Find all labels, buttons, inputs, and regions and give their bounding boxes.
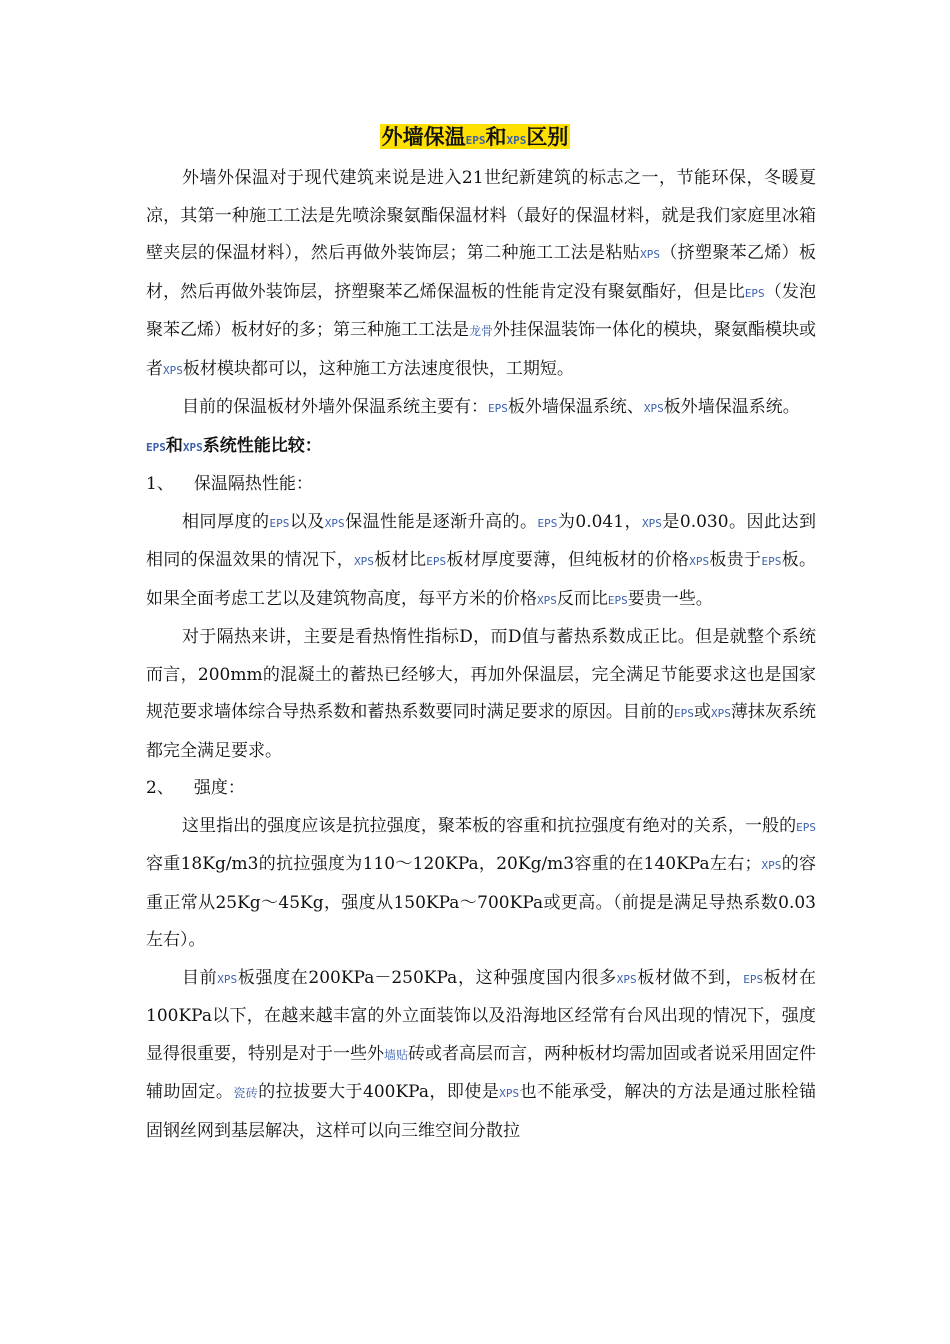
xps-link[interactable]: XPS — [643, 402, 664, 415]
section-heading-comparison: EPS和XPS系统性能比较： — [146, 435, 322, 456]
xps-link[interactable]: XPS — [537, 593, 557, 607]
section-heading-strength: 2、 强度： — [146, 778, 245, 798]
eps-link[interactable]: EPS — [743, 972, 764, 986]
paragraph-heat: 对于隔热来讲，主要是看热惰性指标D，而D值与蓄热系数成正比。但是就整个系统而言，200mm的混凝土的蓄热已经够大，再加外保温层，完全满足节能要求这也是国家规范要求墙体综合导热系数和蓄热系数要同时满足要求的原因。目前的EPS或XPS薄抹灰系统都完全满足要求。 — [146, 627, 817, 761]
xps-link[interactable]: XPS — [616, 972, 637, 986]
page-title — [0, 120, 950, 158]
section-heading-insulation: 1、 保温隔热性能： — [146, 474, 313, 494]
xps-link[interactable]: XPS — [163, 363, 183, 377]
paragraph-strength-current: 目前XPS板强度在200KPa－250KPa，这种强度国内很多XPS板材做不到，EPS板材在100KPa以下，在越来越丰富的外立面装饰以及沿海地区经常有台风出现的情况下，强度显得很重要，特别是对于一些外墙贴砖或者高层而言，两种板材均需加固或者说采用固定件辅助固定。瓷砖的拉拔要大于400KPa，即使是XPS也不能承受，解决的方法是通过胀栓锚固钢丝网到基层解决，这样可以向三维空间分散拉 — [146, 967, 817, 1141]
eps-link[interactable]: EPS — [761, 555, 782, 568]
xps-link[interactable]: XPS — [217, 972, 238, 986]
paragraph-intro: 外墙外保温对于现代建筑来说是进入21世纪新建筑的标志之一，节能环保，冬暖夏凉，其第一种施工工法是先喷涂聚氨酯保温材料（最好的保温材料，就是我们家庭里冰箱壁夹层的保温材料），然后再做外装饰层；第二种施工工法是粘贴XPS（挤塑聚苯乙烯）板材，然后再做外装饰层，挤塑聚苯乙烯保温板的性能肯定没有聚氨酯好，但是比EPS（发泡聚苯乙烯）板材好的多；第三种施工工法是龙骨外挂保温装饰一体化的模块，聚氨酯模块或者XPS板材模块都可以，这种施工方法速度很快，工期短。 — [146, 168, 817, 379]
xps-link[interactable]: XPS — [499, 1087, 520, 1100]
longgu-link[interactable]: 龙骨 — [469, 324, 494, 338]
eps-link[interactable]: EPS — [146, 440, 166, 454]
cizhuan-link[interactable]: 瓷砖 — [233, 1086, 259, 1100]
xps-link[interactable]: XPS — [642, 516, 662, 530]
eps-link[interactable]: EPS — [269, 516, 290, 530]
eps-link[interactable]: EPS — [674, 707, 694, 720]
eps-link[interactable]: EPS — [744, 286, 765, 300]
qiangtie-link[interactable]: 墙贴 — [384, 1047, 409, 1062]
xps-link[interactable]: XPS — [324, 516, 345, 530]
eps-link[interactable]: EPS — [607, 593, 628, 607]
xps-link[interactable]: XPS — [640, 248, 661, 261]
xps-link[interactable]: XPS — [710, 707, 731, 720]
xps-link[interactable]: XPS — [761, 859, 782, 872]
xps-link[interactable]: XPS — [506, 134, 527, 147]
title-highlight: 外墙保温EPS和XPS区别 — [381, 124, 569, 149]
paragraph-systems: 目前的保温板材外墙外保温系统主要有：EPS板外墙保温系统、XPS板外墙保温系统。 — [182, 397, 800, 417]
xps-link[interactable]: XPS — [354, 555, 374, 568]
xps-link[interactable]: XPS — [182, 440, 203, 454]
document-body — [146, 160, 816, 1150]
paragraph-strength: 这里指出的强度应该是抗拉强度，聚苯板的容重和抗拉强度有绝对的关系，一般的EPS容重18Kg/m3的抗拉强度为110～120KPa，20Kg/m3容重的在140KPa左右；XPS的容重正常从25Kg～45Kg，强度从150KPa～700KPa或更高。（前提是满足导热系数0.03左右）。 — [146, 815, 816, 950]
eps-link[interactable]: EPS — [465, 134, 486, 147]
eps-link[interactable]: EPS — [537, 516, 558, 530]
eps-link[interactable]: EPS — [488, 402, 508, 415]
xps-link[interactable]: XPS — [689, 555, 710, 568]
eps-link[interactable]: EPS — [426, 555, 447, 568]
paragraph-insulation: 相同厚度的EPS以及XPS保温性能是逐渐升高的。EPS为0.041，XPS是0.030。因此达到相同的保温效果的情况下，XPS板材比EPS板材厚度要薄，但纯板材的价格XPS板贵于EPS板。如果全面考虑工艺以及建筑物高度，每平方米的价格XPS反而比EPS要贵一些。 — [146, 511, 817, 609]
eps-link[interactable]: EPS — [796, 820, 816, 834]
